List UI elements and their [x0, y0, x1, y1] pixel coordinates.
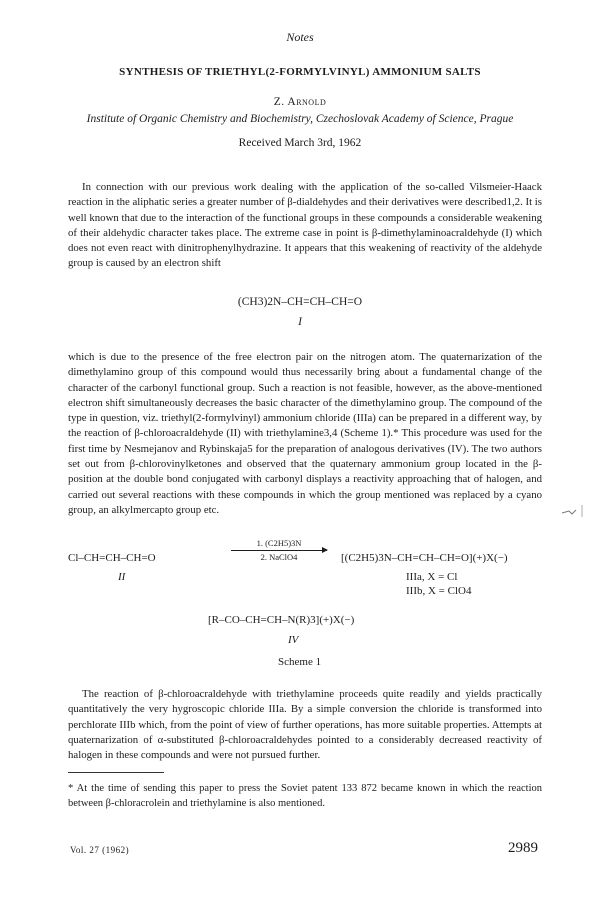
paragraph-2-text: which is due to the presence of the free electron pair on the nitrogen atom. The quaternarization of the dimethylamino group of this compound would thus necessarily bring about a fundamental change of the character of the carbonyl functional group. Such a reaction is not feasible, however, as the above-mentioned electron shift simultaneously decreases the basic character of the dimethylamino group. The compound of the type in question, viz. triethyl(2-formylvinyl) ammonium chloride (IIIa) can be prepared in a different way, by the reaction of β-chloroacraldehyde (II) with triethylamine3,4 (Scheme 1).* This procedure was used for the first time by Nesmejanov and Rybinskaja5 for the preparation of analogous derivatives (IV). The two authors set out from β-chlorovinylketones and observed that the quaternary ammonium group located in the β-position at the double bond conjugated with carbonyl displays a reactivity approaching that of halogen, and carried out several reactions with these compounds in which the group mentioned was replaced by a cyano group, an alkylmercapto group etc. [68, 351, 542, 516]
scheme-caption: Scheme 1 [278, 656, 322, 668]
structure-I-label: I [298, 316, 302, 328]
product-b-label: IIIb, X = ClO4 [406, 585, 472, 597]
footnote-rule [68, 772, 164, 773]
paragraph-1 [68, 180, 542, 272]
author-name: Z. Arnold [273, 96, 327, 108]
paragraph-2 [68, 350, 542, 518]
product-a-label: IIIa, X = Cl [406, 571, 458, 583]
reaction-arrow [231, 538, 327, 562]
reagent-step-1: 1. (C2H5)3N [256, 538, 302, 548]
received-date: Received March 3rd, 1962 [238, 137, 362, 149]
paragraph-3-text: The reaction of β-chloroacraldehyde with triethylamine proceeds quite readily and yields practically quantitatively the very hygroscopic chloride IIIa. By a simple conversion the chloride is transformed into perchlorate IIIb which, from the point of view of further operations, has more suitable properties. Attempts at quaternarization of α-substituted β-chloroacraldehydes pointed to a considerably decreased reactivity of halogen in these compounds and were not pursued further. [68, 688, 542, 762]
paragraph-3 [68, 687, 542, 763]
margin-mark-icon [560, 505, 588, 517]
reactant-formula: Cl–CH=CH–CH=O [68, 552, 156, 564]
arrow-icon [231, 550, 327, 551]
institute: Institute of Organic Chemistry and Biochemistry, Czechoslovak Academy of Science, Prague [86, 113, 514, 125]
article-title: SYNTHESIS OF TRIETHYL(2-FORMYLVINYL) AMMONIUM SALTS [119, 66, 481, 78]
page-number: 2989 [508, 840, 538, 856]
product-formula: [(C2H5)3N–CH=CH–CH=O](+)X(−) [341, 552, 508, 564]
volume-info: Vol. 27 (1962) [70, 845, 130, 855]
running-head: Notes [286, 30, 314, 44]
structure-I-formula: (CH3)2N–CH=CH–CH=O [237, 296, 363, 308]
reagent-step-2: 2. NaClO4 [260, 552, 298, 562]
author [0, 96, 600, 108]
reactant-label: II [118, 571, 126, 583]
scheme-1 [68, 538, 548, 678]
generic-formula: [R–CO–CH=CH–N(R)3](+)X(−) [208, 614, 355, 626]
footnote: * At the time of sending this paper to press the Soviet patent 133 872 became known in which the reaction between β-chloracrolein and triethylamine is also mentioned. [68, 783, 542, 809]
paragraph-1-text: In connection with our previous work dealing with the application of the so-called Vilsmeier-Haack reaction in the aliphatic series a greater number of β-dialdehydes and their derivatives were described1,2. It is well known that due to the interaction of the functional groups in these compounds a considerable weakening of their aldehydic character takes place. The extreme case in point is β-dimethylaminoacraldehyde (I) which does not even react with dinitrophenylhydrazine. It appears that this weakening of reactivity of the aldehyde group is caused by an electron shift [68, 181, 542, 270]
generic-label: IV [288, 634, 299, 646]
